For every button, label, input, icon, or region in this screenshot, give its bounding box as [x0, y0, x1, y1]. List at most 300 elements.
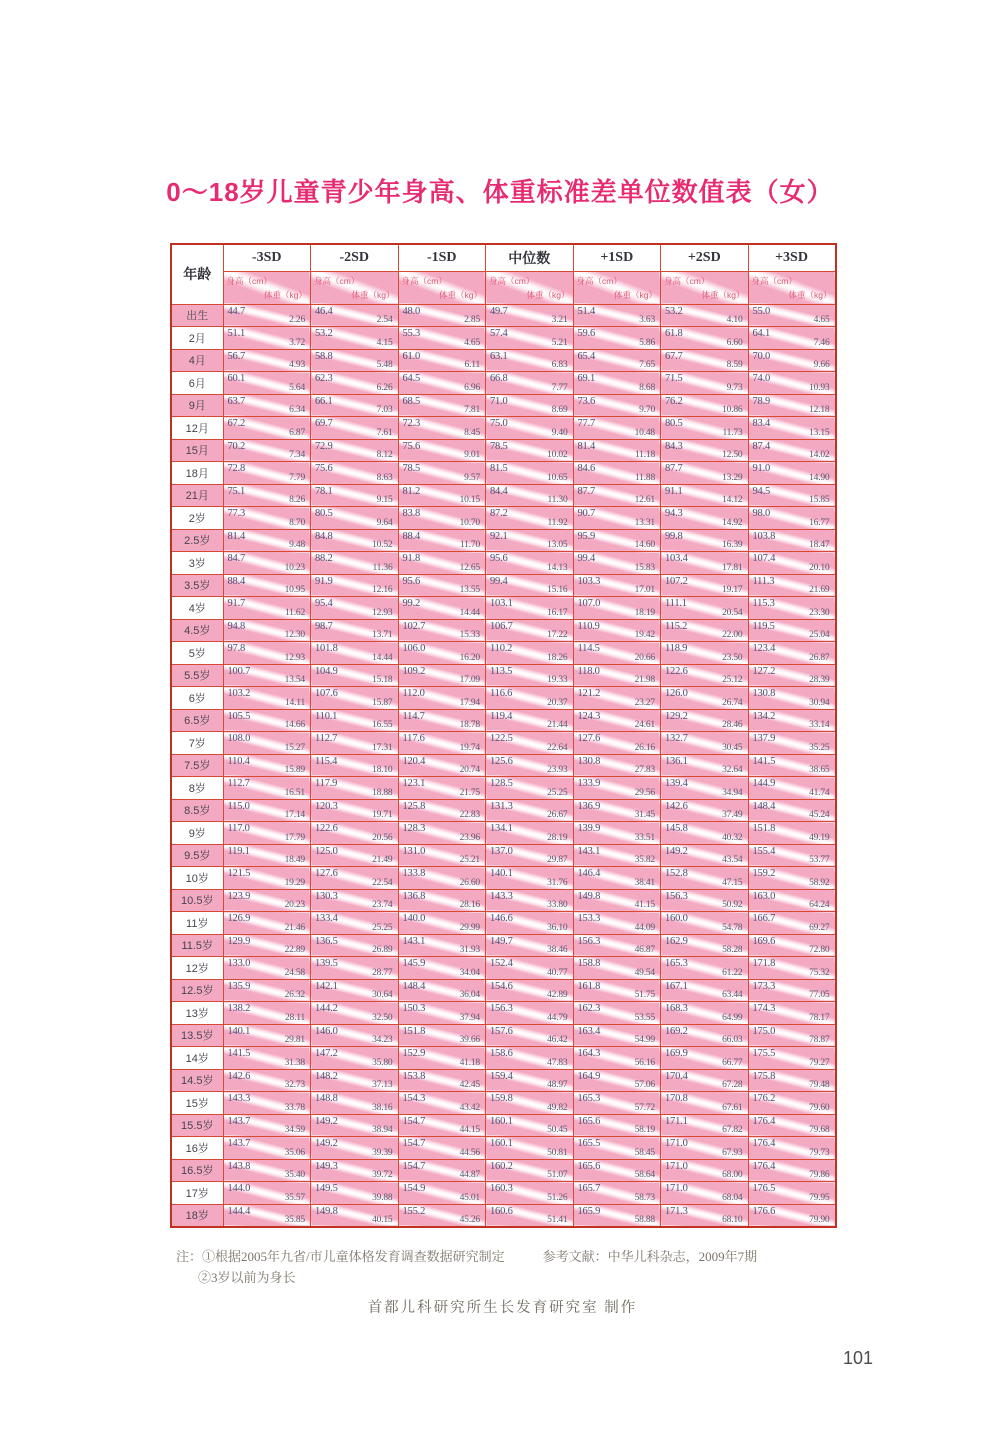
- height-value: 129.9: [227, 935, 251, 947]
- footnote-1: 注：①根据2005年九省/市儿童体格发育调查数据研究制定: [176, 1249, 505, 1264]
- height-weight-cell: [573, 664, 661, 687]
- age-cell: 7岁: [171, 732, 223, 755]
- height-weight-cell: [573, 777, 661, 800]
- height-weight-cell: [573, 1182, 661, 1205]
- height-weight-cell: [223, 372, 311, 395]
- weight-value: 40.32: [722, 832, 743, 843]
- height-weight-cell: [223, 912, 311, 935]
- height-weight-cell: [398, 1182, 486, 1205]
- age-cell: 14.5岁: [171, 1069, 223, 1092]
- weight-value: 31.76: [547, 877, 568, 888]
- height-value: 118.9: [665, 643, 688, 654]
- height-value: 115.4: [315, 755, 338, 767]
- weight-value: 28.16: [459, 900, 480, 910]
- height-weight-cell: [748, 687, 836, 710]
- weight-value: 44.79: [547, 1012, 568, 1023]
- height-weight-cell: [748, 1204, 836, 1227]
- age-cell: 6岁: [171, 687, 223, 710]
- weight-value: 27.83: [634, 765, 655, 775]
- weight-value: 14.60: [634, 540, 655, 550]
- weight-value: 13.54: [284, 675, 305, 685]
- height-weight-cell: [573, 349, 661, 372]
- weight-value: 7.79: [289, 472, 305, 483]
- height-value: 56.7: [227, 350, 246, 362]
- height-weight-cell: [311, 1092, 399, 1115]
- weight-value: 2.85: [464, 315, 480, 325]
- height-weight-cell: [311, 979, 399, 1002]
- age-cell: 4.5岁: [171, 619, 223, 642]
- weight-value: 23.93: [547, 765, 568, 775]
- weight-value: 10.86: [722, 405, 743, 415]
- height-value: 161.8: [577, 980, 601, 992]
- height-value: 148.4: [752, 800, 776, 812]
- height-weight-cell: [748, 462, 836, 485]
- height-weight-cell: [398, 732, 486, 755]
- height-value: 51.4: [577, 305, 596, 317]
- height-weight-cell: [311, 957, 399, 980]
- height-value: 84.4: [490, 485, 508, 497]
- table-body: [171, 304, 836, 1227]
- height-value: 83.4: [752, 418, 771, 429]
- height-value: 169.6: [752, 935, 776, 947]
- weight-value: 69.27: [809, 922, 830, 933]
- height-weight-cell: [311, 574, 399, 597]
- height-value: 167.1: [665, 980, 688, 992]
- weight-value: 38.16: [372, 1102, 393, 1113]
- height-value: 67.2: [227, 418, 246, 429]
- height-value: 133.4: [315, 913, 338, 924]
- height-value: 168.3: [665, 1003, 688, 1014]
- height-value: 175.5: [752, 1048, 776, 1059]
- weight-value: 79.73: [809, 1147, 830, 1158]
- weight-value: 10.23: [284, 562, 305, 573]
- height-value: 111.1: [665, 598, 687, 609]
- height-weight-cell: [311, 822, 399, 845]
- weight-value: 31.45: [634, 810, 655, 820]
- height-weight-cell: [573, 957, 661, 980]
- height-weight-cell: [573, 372, 661, 395]
- height-weight-cell: [661, 507, 749, 530]
- height-weight-cell: [486, 687, 574, 710]
- height-weight-cell: [398, 844, 486, 867]
- height-value: 70.2: [227, 440, 246, 452]
- height-value: 118.0: [577, 665, 600, 677]
- height-value: 66.8: [490, 373, 508, 384]
- height-weight-cell: [398, 664, 486, 687]
- height-weight-cell: [661, 642, 749, 665]
- weight-value: 17.81: [722, 562, 743, 573]
- height-weight-cell: [573, 979, 661, 1002]
- height-value: 171.0: [665, 1160, 688, 1172]
- height-weight-cell: [311, 597, 399, 620]
- weight-value: 34.94: [722, 787, 743, 798]
- height-weight-cell: [573, 754, 661, 777]
- height-value: 149.2: [665, 845, 688, 857]
- weight-value: 16.55: [372, 720, 393, 730]
- height-weight-cell: [661, 754, 749, 777]
- weight-value: 37.13: [372, 1080, 393, 1090]
- weight-value: 51.07: [547, 1170, 568, 1180]
- height-value: 94.3: [665, 508, 683, 519]
- weight-value: 21.49: [372, 855, 393, 865]
- height-weight-cell: [223, 439, 311, 462]
- height-weight-cell: [398, 687, 486, 710]
- weight-value: 29.99: [459, 922, 480, 933]
- height-value: 75.0: [490, 418, 508, 429]
- weight-value: 9.15: [376, 495, 393, 505]
- height-weight-cell: [486, 799, 574, 822]
- height-value: 149.2: [315, 1115, 338, 1127]
- height-value: 158.6: [490, 1048, 513, 1059]
- height-weight-cell: [486, 327, 574, 350]
- height-value: 154.7: [402, 1115, 426, 1127]
- weight-value: 41.18: [459, 1057, 480, 1068]
- height-value: 140.0: [402, 913, 426, 924]
- weight-value: 18.26: [547, 652, 568, 663]
- weight-value: 15.83: [634, 562, 655, 573]
- height-value: 75.6: [402, 440, 421, 452]
- height-weight-cell: [748, 1137, 836, 1160]
- weight-value: 9.70: [639, 405, 655, 415]
- height-weight-cell: [748, 574, 836, 597]
- weight-value: 7.46: [813, 337, 830, 348]
- height-value: 148.8: [315, 1093, 338, 1104]
- age-cell: 9月: [171, 394, 223, 417]
- weight-value: 75.32: [809, 967, 830, 978]
- weight-value: 12.50: [722, 450, 743, 460]
- height-value: 123.1: [402, 778, 426, 789]
- age-cell: 21月: [171, 484, 223, 507]
- height-weight-cell: [311, 1204, 399, 1227]
- weight-value: 45.26: [459, 1214, 480, 1225]
- height-value: 99.4: [577, 553, 596, 564]
- height-weight-cell: [661, 867, 749, 890]
- height-value: 126.0: [665, 688, 688, 699]
- height-value: 115.0: [227, 800, 250, 812]
- height-weight-cell: [573, 462, 661, 485]
- height-weight-cell: [486, 844, 574, 867]
- table-row: [171, 822, 836, 845]
- height-value: 126.9: [227, 913, 251, 924]
- height-value: 137.9: [752, 733, 776, 744]
- height-weight-cell: [748, 507, 836, 530]
- height-value: 114.5: [577, 643, 600, 654]
- height-value: 59.6: [577, 328, 596, 339]
- height-value: 81.4: [227, 530, 246, 542]
- height-weight-cell: [486, 664, 574, 687]
- weight-value: 48.97: [547, 1080, 568, 1090]
- weight-value: 11.36: [372, 562, 393, 573]
- weight-value: 7.65: [639, 360, 655, 370]
- weight-value: 19.17: [722, 585, 743, 595]
- height-weight-cell: [223, 1092, 311, 1115]
- age-cell: 9.5岁: [171, 844, 223, 867]
- table-row: [171, 979, 836, 1002]
- height-weight-cell: [486, 484, 574, 507]
- height-weight-cell: [311, 304, 399, 327]
- height-value: 154.6: [490, 980, 513, 992]
- height-value: 94.5: [752, 485, 771, 497]
- weight-value: 10.95: [284, 585, 305, 595]
- weight-value: 67.93: [722, 1147, 743, 1158]
- weight-value: 44.87: [459, 1170, 480, 1180]
- weight-value: 37.49: [722, 810, 743, 820]
- height-weight-cell: [661, 1159, 749, 1182]
- page-title: 0～18岁儿童青少年身高、体重标准差单位数值表（女）: [166, 177, 834, 207]
- height-value: 71.0: [490, 395, 508, 407]
- weight-value: 22.54: [372, 877, 393, 888]
- height-value: 61.8: [665, 328, 683, 339]
- weight-value: 13.55: [459, 585, 480, 595]
- height-value: 67.7: [665, 350, 683, 362]
- height-weight-cell: [573, 822, 661, 845]
- weight-value: 21.44: [547, 720, 568, 730]
- height-value: 163.4: [577, 1025, 601, 1037]
- table-row: [171, 1069, 836, 1092]
- height-value: 142.6: [665, 800, 688, 812]
- height-value: 104.9: [315, 665, 338, 677]
- weight-value: 15.87: [372, 697, 393, 708]
- height-value: 95.6: [402, 575, 421, 587]
- height-weight-cell: [311, 709, 399, 732]
- height-weight-cell: [398, 439, 486, 462]
- weight-value: 78.17: [809, 1012, 830, 1023]
- weight-value: 67.61: [722, 1102, 743, 1113]
- height-weight-cell: [223, 507, 311, 530]
- height-weight-cell: [398, 484, 486, 507]
- weight-value: 34.04: [459, 967, 480, 978]
- weight-value: 25.25: [547, 787, 568, 798]
- height-value: 127.6: [577, 733, 601, 744]
- height-weight-cell: [573, 1069, 661, 1092]
- height-value: 134.2: [752, 710, 776, 722]
- height-weight-cell: [748, 1092, 836, 1115]
- weight-unit-label: 体重（kg）: [701, 289, 745, 300]
- height-value: 160.0: [665, 913, 688, 924]
- table-row: [171, 754, 836, 777]
- height-value: 88.4: [227, 575, 246, 587]
- height-value: 128.3: [402, 823, 426, 834]
- height-weight-cell: [573, 1114, 661, 1137]
- age-cell: 16岁: [171, 1137, 223, 1160]
- height-weight-cell: [573, 619, 661, 642]
- height-weight-cell: [311, 417, 399, 440]
- height-weight-cell: [573, 1092, 661, 1115]
- weight-value: 21.98: [634, 675, 655, 685]
- height-value: 112.0: [402, 688, 425, 699]
- height-value: 91.9: [315, 575, 333, 587]
- height-value: 95.9: [577, 530, 596, 542]
- sd-column-header: -1SD: [398, 244, 486, 271]
- table-row: [171, 844, 836, 867]
- height-value: 170.8: [665, 1093, 688, 1104]
- height-weight-cell: [223, 844, 311, 867]
- height-weight-cell: [486, 304, 574, 327]
- weight-value: 7.81: [464, 405, 480, 415]
- height-weight-cell: [398, 1137, 486, 1160]
- weight-value: 12.61: [634, 495, 655, 505]
- height-value: 112.7: [227, 778, 250, 789]
- weight-value: 79.60: [809, 1102, 830, 1113]
- height-value: 151.8: [402, 1025, 426, 1037]
- weight-value: 58.45: [634, 1147, 655, 1158]
- weight-value: 35.82: [634, 855, 655, 865]
- height-value: 160.2: [490, 1160, 513, 1172]
- height-weight-cell: [748, 664, 836, 687]
- height-value: 97.8: [227, 643, 246, 654]
- weight-value: 42.45: [459, 1080, 480, 1090]
- height-value: 74.0: [752, 373, 771, 384]
- weight-value: 12.18: [809, 405, 830, 415]
- height-value: 58.8: [315, 350, 333, 362]
- weight-value: 40.15: [372, 1214, 393, 1225]
- height-value: 75.1: [227, 485, 246, 497]
- height-weight-cell: [311, 889, 399, 912]
- weight-value: 8.45: [464, 427, 480, 438]
- height-value: 53.2: [315, 328, 333, 339]
- weight-value: 11.70: [459, 540, 480, 550]
- weight-value: 54.99: [634, 1035, 655, 1045]
- height-value: 111.3: [752, 575, 775, 587]
- weight-value: 25.21: [459, 855, 480, 865]
- height-weight-cell: [311, 394, 399, 417]
- height-value: 87.7: [577, 485, 596, 497]
- height-weight-cell: [223, 1204, 311, 1227]
- weight-value: 5.48: [376, 360, 393, 370]
- height-value: 176.6: [752, 1205, 776, 1217]
- height-value: 160.1: [490, 1115, 513, 1127]
- height-value: 151.8: [752, 823, 776, 834]
- height-weight-cell: [311, 507, 399, 530]
- height-weight-cell: [398, 912, 486, 935]
- height-value: 154.7: [402, 1160, 426, 1172]
- height-weight-cell: [223, 1182, 311, 1205]
- height-weight-cell: [223, 642, 311, 665]
- weight-value: 14.44: [459, 607, 480, 618]
- height-weight-cell: [748, 304, 836, 327]
- weight-value: 9.73: [726, 382, 743, 393]
- height-value: 115.2: [665, 620, 688, 632]
- weight-value: 28.19: [547, 832, 568, 843]
- height-weight-cell: [223, 349, 311, 372]
- height-value: 80.5: [315, 508, 333, 519]
- weight-value: 58.92: [809, 877, 830, 888]
- height-value: 143.7: [227, 1138, 251, 1149]
- height-weight-cell: [311, 1024, 399, 1047]
- height-unit-label: 身高（cm）: [576, 275, 622, 286]
- weight-value: 66.03: [722, 1035, 743, 1045]
- weight-value: 18.47: [809, 540, 830, 550]
- weight-value: 34.59: [284, 1125, 305, 1135]
- height-value: 49.7: [490, 305, 508, 317]
- height-weight-cell: [311, 552, 399, 575]
- weight-value: 11.62: [284, 607, 305, 618]
- height-value: 171.3: [665, 1205, 688, 1217]
- height-weight-cell: [573, 574, 661, 597]
- height-value: 64.1: [752, 328, 771, 339]
- weight-value: 17.22: [547, 630, 568, 640]
- height-weight-cell: [661, 1024, 749, 1047]
- table-row: [171, 327, 836, 350]
- weight-value: 6.96: [464, 382, 480, 393]
- height-weight-cell: [398, 1069, 486, 1092]
- height-weight-cell: [486, 957, 574, 980]
- weight-unit-label: 体重（kg）: [788, 289, 832, 300]
- height-value: 61.0: [402, 350, 421, 362]
- height-weight-cell: [661, 957, 749, 980]
- height-unit-label: 身高（cm）: [226, 275, 272, 286]
- weight-value: 11.18: [634, 450, 655, 460]
- height-value: 69.1: [577, 373, 596, 384]
- height-value: 175.0: [752, 1025, 776, 1037]
- height-value: 107.6: [315, 688, 338, 699]
- height-weight-cell: [573, 327, 661, 350]
- weight-value: 18.19: [634, 607, 655, 618]
- weight-value: 51.41: [547, 1214, 568, 1225]
- height-value: 107.0: [577, 598, 601, 609]
- weight-value: 9.64: [376, 517, 393, 528]
- weight-value: 14.92: [722, 517, 743, 528]
- height-weight-cell: [223, 1114, 311, 1137]
- height-value: 155.4: [752, 845, 776, 857]
- height-value: 124.3: [577, 710, 601, 722]
- weight-value: 10.02: [547, 450, 568, 460]
- height-weight-cell: [748, 777, 836, 800]
- weight-value: 9.40: [551, 427, 568, 438]
- weight-value: 8.26: [289, 495, 305, 505]
- height-value: 51.1: [227, 328, 246, 339]
- height-value: 149.7: [490, 935, 513, 947]
- weight-value: 16.39: [722, 540, 743, 550]
- height-value: 171.0: [665, 1138, 688, 1149]
- height-weight-cell: [398, 552, 486, 575]
- height-unit-label: 身高（cm）: [314, 275, 360, 286]
- height-value: 176.5: [752, 1183, 776, 1194]
- weight-value: 2.54: [376, 315, 393, 325]
- height-value: 78.9: [752, 395, 771, 407]
- height-weight-cell: [661, 372, 749, 395]
- height-value: 98.7: [315, 620, 333, 632]
- height-weight-cell: [661, 484, 749, 507]
- weight-value: 3.72: [289, 337, 305, 348]
- height-weight-cell: [486, 979, 574, 1002]
- table-row: [171, 1047, 836, 1070]
- age-cell: 13岁: [171, 1002, 223, 1025]
- height-value: 162.3: [577, 1003, 601, 1014]
- height-weight-cell: [398, 1002, 486, 1025]
- height-weight-cell: [398, 574, 486, 597]
- height-weight-cell: [311, 529, 399, 552]
- height-weight-cell: [486, 462, 574, 485]
- table-row: [171, 934, 836, 957]
- height-weight-cell: [748, 1159, 836, 1182]
- sd-column-header: 中位数: [486, 244, 574, 271]
- height-value: 152.9: [402, 1048, 426, 1059]
- height-value: 140.1: [490, 868, 513, 879]
- weight-value: 14.13: [547, 562, 568, 573]
- height-value: 155.2: [402, 1205, 426, 1217]
- sd-column-header: +2SD: [661, 244, 749, 271]
- weight-value: 4.65: [813, 315, 830, 325]
- height-weight-cell: [223, 529, 311, 552]
- height-value: 154.9: [402, 1183, 426, 1194]
- height-value: 157.6: [490, 1025, 513, 1037]
- weight-value: 50.92: [722, 900, 743, 910]
- weight-value: 14.11: [284, 697, 305, 708]
- height-weight-cell: [398, 462, 486, 485]
- height-value: 139.5: [315, 958, 338, 969]
- weight-value: 30.94: [809, 697, 830, 708]
